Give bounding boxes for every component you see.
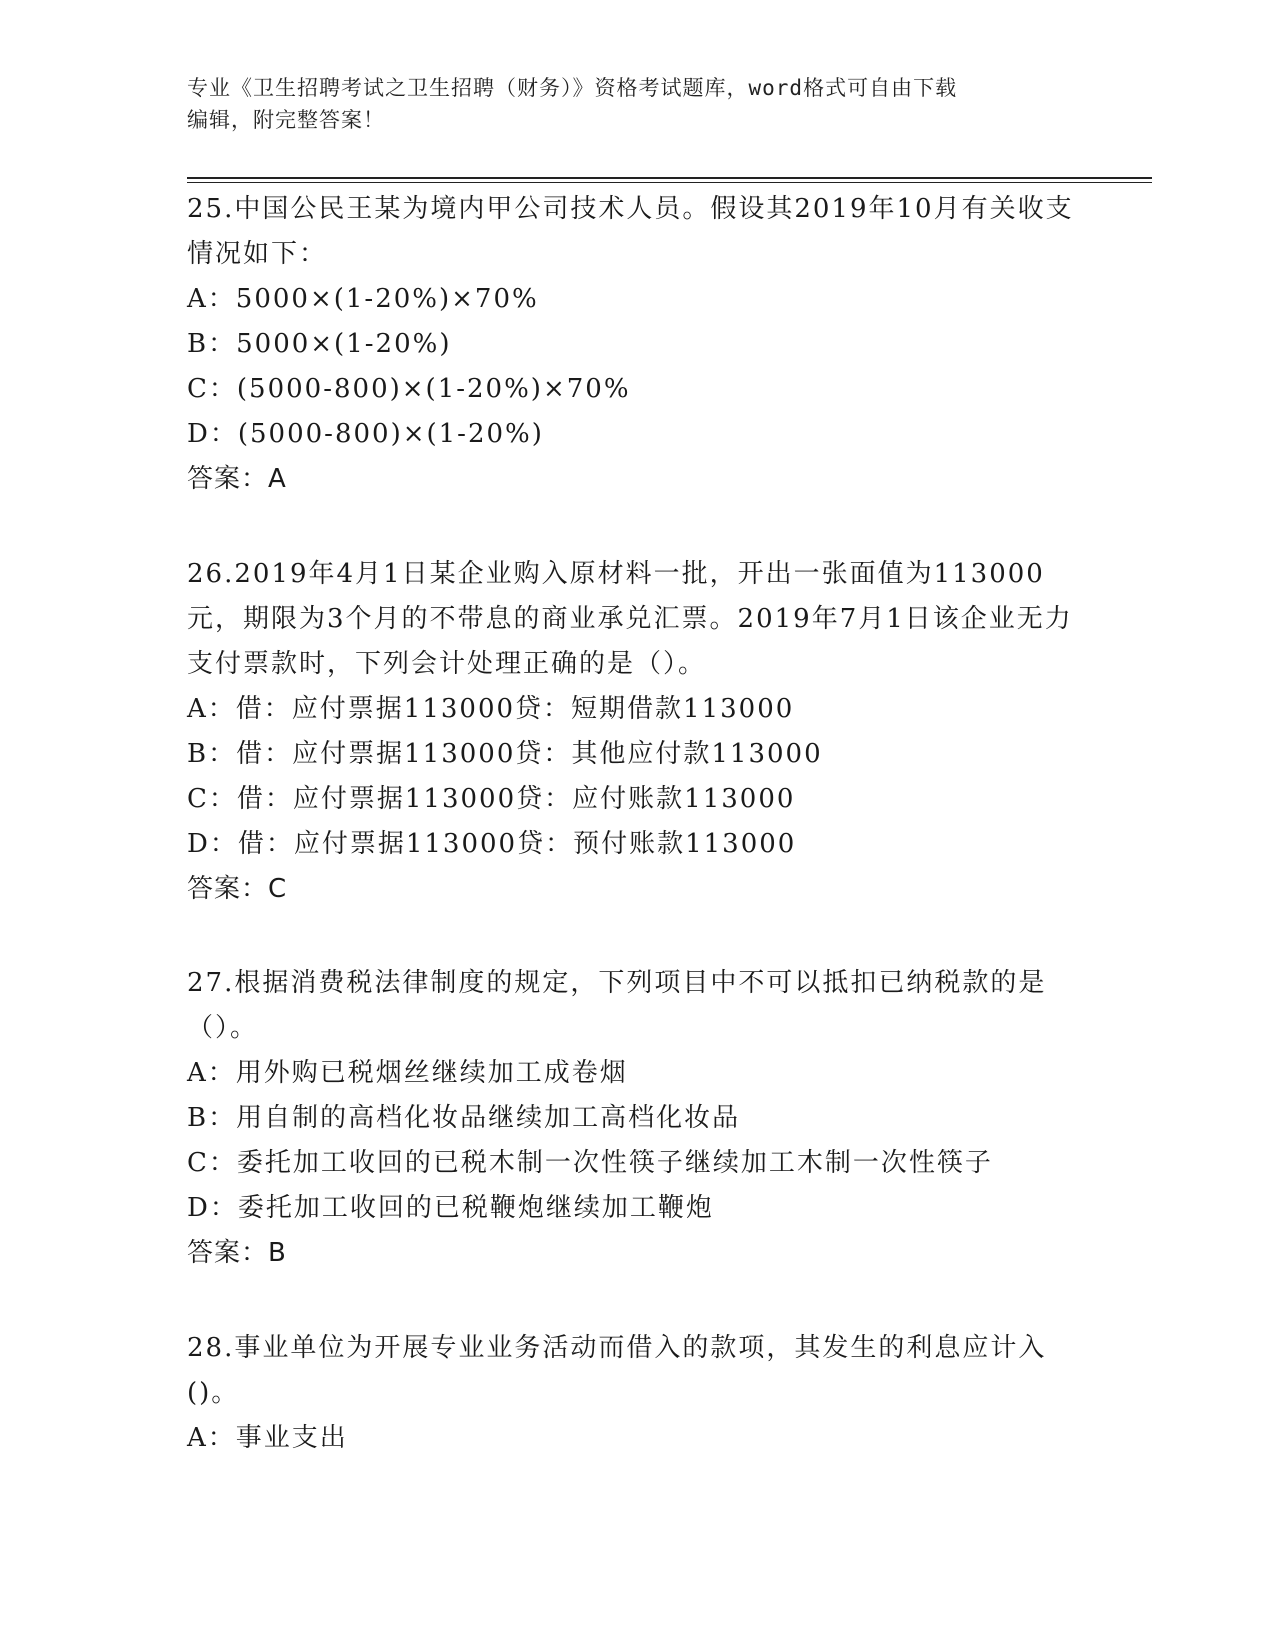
option-d: D：(5000-800)×(1-20%) [187, 419, 544, 449]
question-stem: 28.事业单位为开展专业业务活动而借入的款项，其发生的利息应计入()。 [187, 1333, 1047, 1408]
question-stem: 26.2019年4月1日某企业购入原材料一批，开出一张面值为113000元，期限为3个月的不带息的商业承兑汇票。2019年7月1日该企业无力支付票款时，下列会计处理正确的是（）。 [187, 559, 1073, 679]
option-b: B：用自制的高档化妆品继续加工高档化妆品 [187, 1103, 741, 1133]
option-a: A：借：应付票据113000贷：短期借款113000 [187, 694, 795, 724]
option-c: C：(5000-800)×(1-20%)×70% [187, 374, 631, 404]
header-line-2: 编辑，附完整答案！ [187, 108, 385, 132]
answer-line: 答案：C [187, 874, 288, 904]
option-a: A：事业支出 [187, 1423, 348, 1453]
option-b: B：借：应付票据113000贷：其他应付款113000 [187, 739, 823, 769]
option-c: C：借：应付票据113000贷：应付账款113000 [187, 784, 796, 814]
question-stem: 27.根据消费税法律制度的规定，下列项目中不可以抵扣已纳税款的是（）。 [187, 968, 1047, 1043]
option-a: A：用外购已税烟丝继续加工成卷烟 [187, 1058, 628, 1088]
header-divider [187, 177, 1152, 183]
question-25 [187, 187, 1087, 502]
answer-line: 答案：A [187, 464, 287, 494]
question-stem: 25.中国公民王某为境内甲公司技术人员。假设其2019年10月有关收支情况如下： [187, 194, 1074, 269]
option-d: D：委托加工收回的已税鞭炮继续加工鞭炮 [187, 1193, 714, 1223]
option-c: C：委托加工收回的已税木制一次性筷子继续加工木制一次性筷子 [187, 1148, 993, 1178]
page-header [187, 72, 1067, 136]
question-28 [187, 1326, 1087, 1461]
option-b: B：5000×(1-20%) [187, 329, 452, 359]
header-line-1: 专业《卫生招聘考试之卫生招聘（财务）》资格考试题库，word格式可自由下载 [187, 76, 958, 100]
answer-line: 答案：B [187, 1238, 287, 1268]
question-26 [187, 552, 1087, 912]
option-a: A：5000×(1-20%)×70% [187, 284, 539, 314]
option-d: D：借：应付票据113000贷：预付账款113000 [187, 829, 797, 859]
question-27 [187, 961, 1087, 1276]
